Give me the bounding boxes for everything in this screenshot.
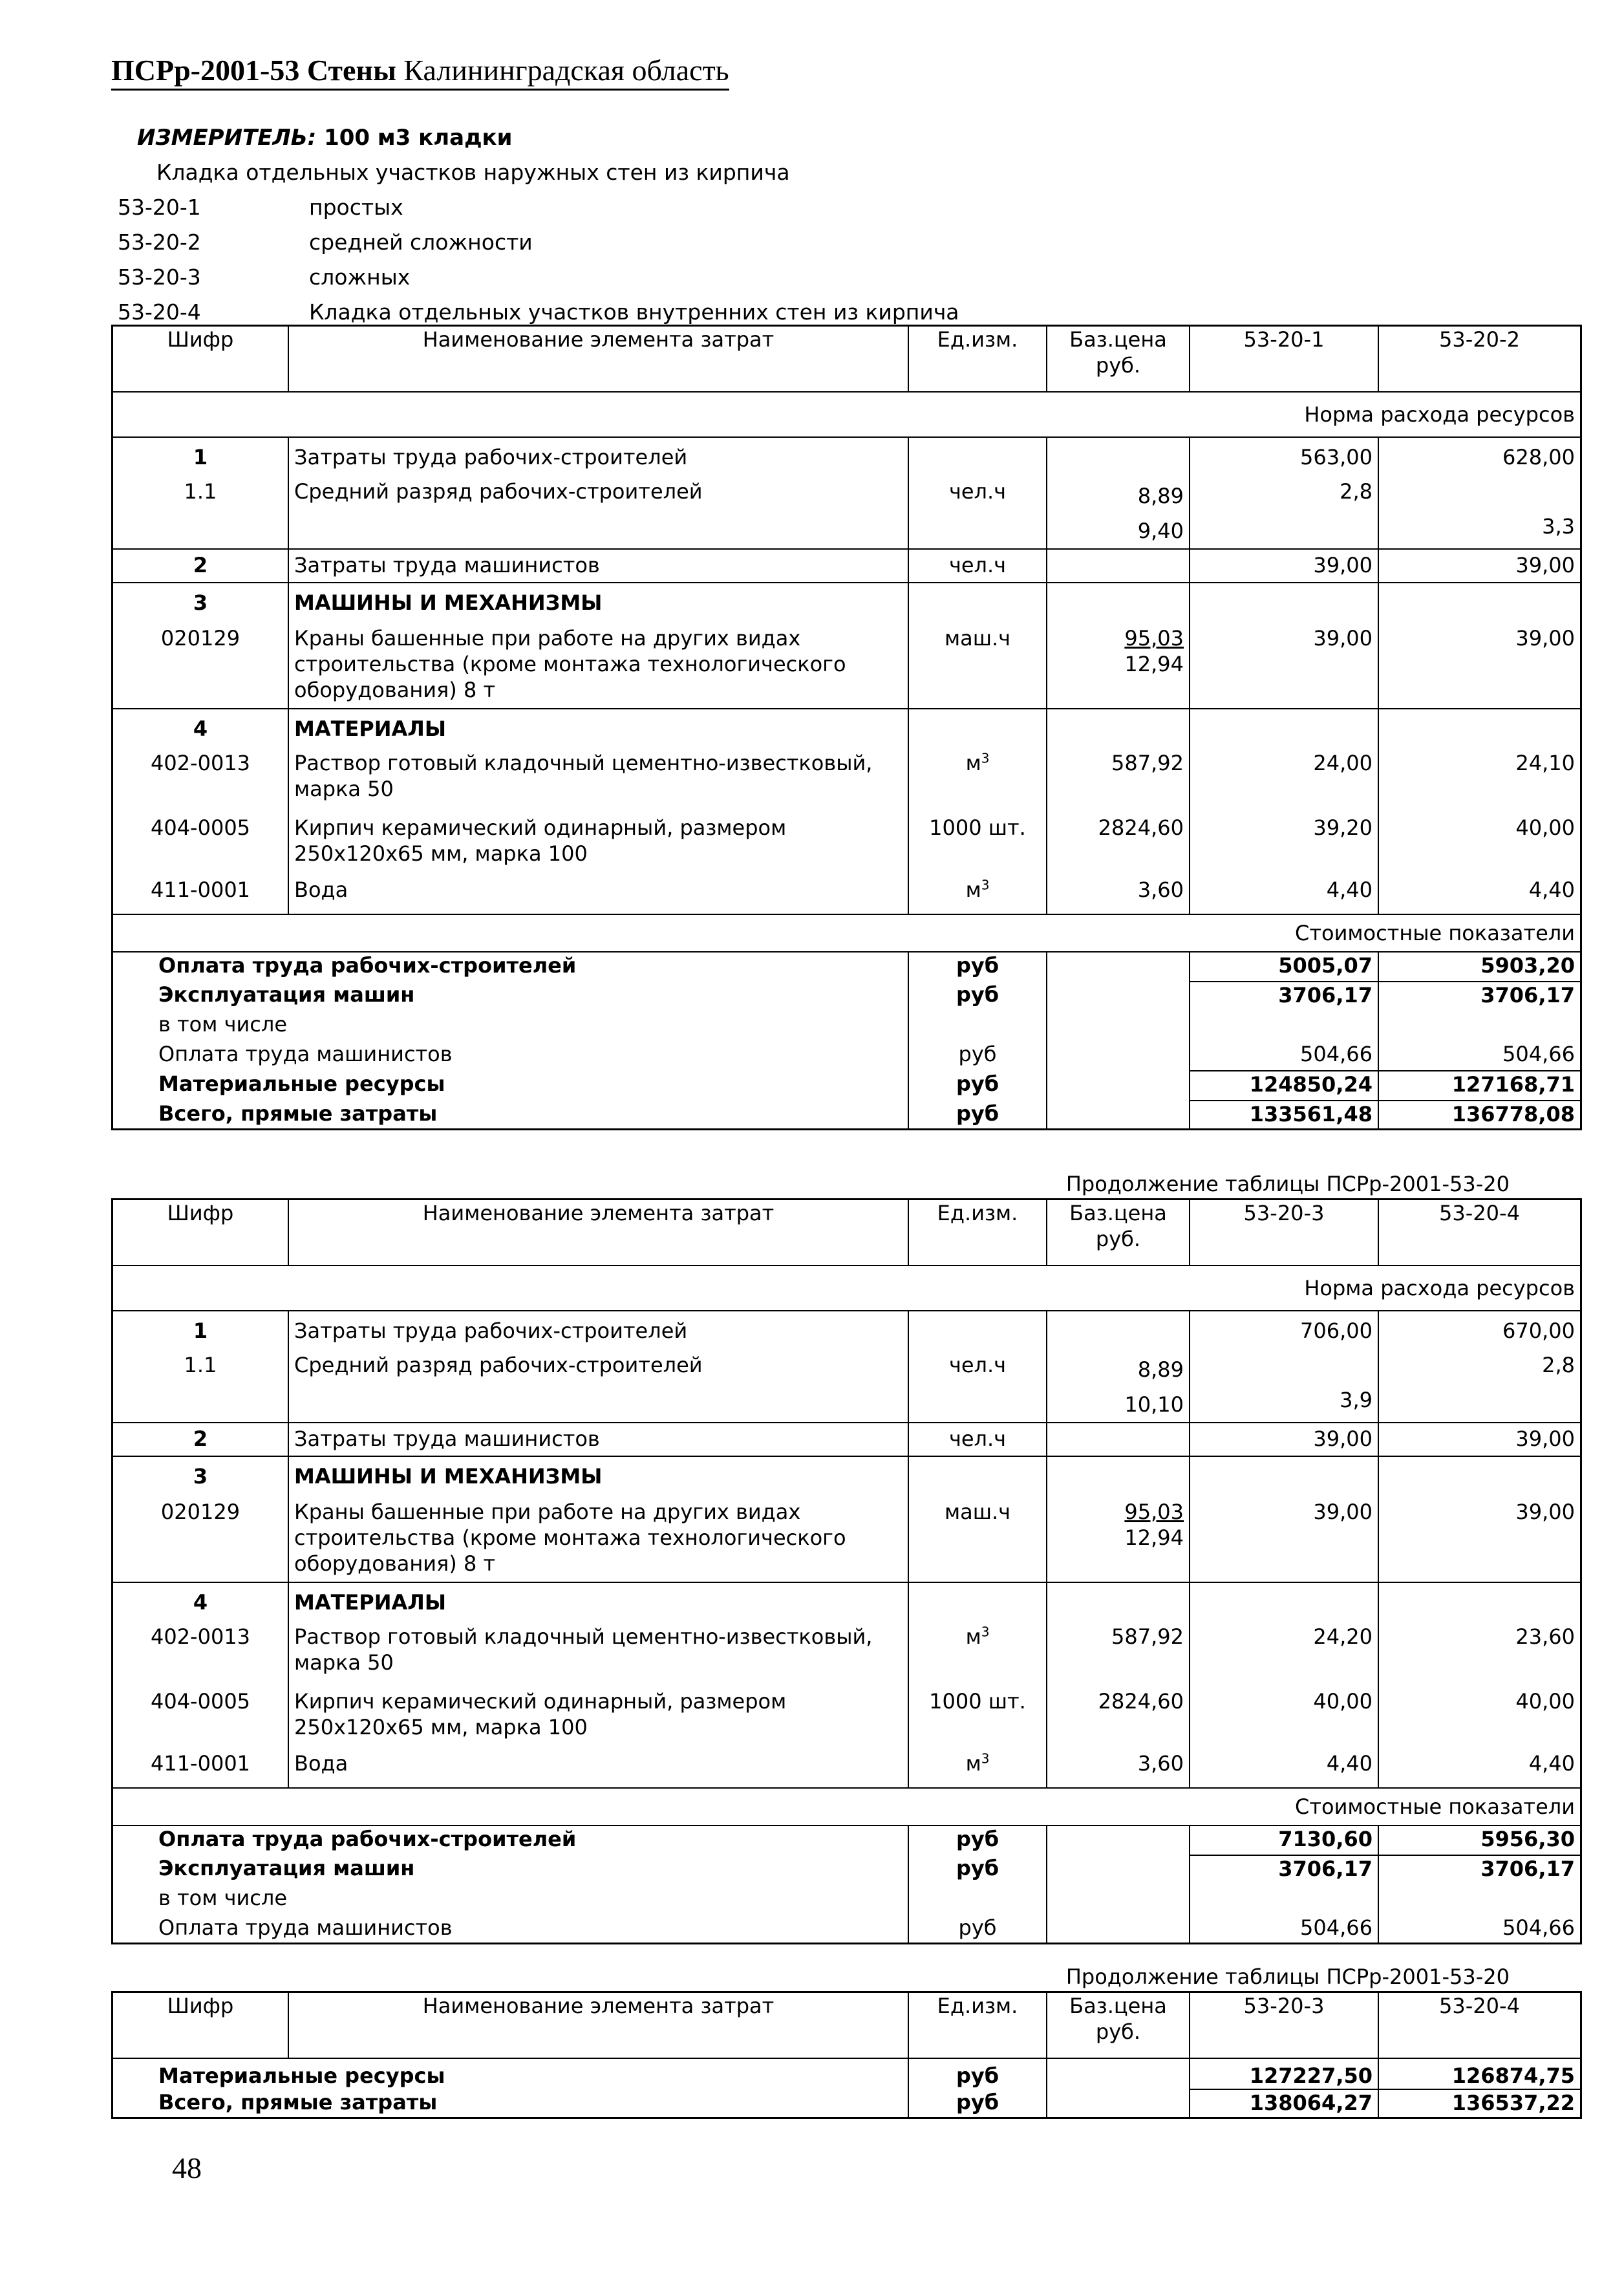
intro-text: простых [309, 195, 403, 220]
row-code: 2 [193, 553, 208, 577]
row-code: 1 [193, 1319, 208, 1343]
value-a [1190, 709, 1378, 746]
unit-text: м [965, 1624, 981, 1649]
measure-value: 100 м3 кладки [324, 125, 513, 151]
col-header-unit: Ед.изм. [908, 1200, 1047, 1266]
measure-line [118, 120, 959, 155]
price-b: 9,40 [1137, 519, 1184, 543]
total-price [1047, 1011, 1190, 1041]
value-b: 3706,17 [1378, 1855, 1581, 1885]
row-price [1047, 437, 1190, 475]
value-a: 504,66 [1190, 1041, 1378, 1071]
price-c: 10,10 [1124, 1392, 1184, 1417]
value-a: 4,40 [1190, 874, 1378, 914]
value-b [1378, 1885, 1581, 1915]
row-price [1047, 1311, 1190, 1348]
total-row [112, 1071, 1581, 1101]
total-price [1047, 952, 1190, 982]
value-b: 4,40 [1378, 874, 1581, 914]
row-unit: чел.ч [908, 1348, 1047, 1423]
total-label: Оплата труда рабочих-строителей [158, 1827, 577, 1851]
value-a: 24,20 [1190, 1620, 1378, 1685]
price-unit: руб. [1095, 1227, 1141, 1251]
intro-item [118, 260, 959, 295]
continuation-label: Продолжение таблицы ПСРр-2001-53-20 [1065, 1172, 1510, 1196]
value-b: 39,00 [1378, 1495, 1581, 1582]
row-unit [908, 1456, 1047, 1495]
intro-item [118, 225, 959, 260]
total-unit: руб [908, 2058, 1047, 2089]
header-title: ПСРр-2001-53 Стены [111, 54, 396, 87]
row-unit [908, 583, 1047, 621]
row-price: 587,92 [1047, 1620, 1190, 1685]
cost-table-2 [111, 1198, 1582, 1944]
value-b: 504,66 [1378, 1041, 1581, 1071]
value-b [1378, 1456, 1581, 1495]
total-unit: руб [908, 1071, 1047, 1101]
value-b: 2,8 [1378, 1348, 1581, 1423]
value-a: 7130,60 [1190, 1825, 1378, 1855]
total-unit: руб [908, 982, 1047, 1011]
col-header-b: 53-20-4 [1378, 1200, 1581, 1266]
row-unit [908, 746, 1047, 811]
table-row [112, 621, 1581, 709]
value-a: 5005,07 [1190, 952, 1378, 982]
col-header-price [1047, 326, 1190, 393]
unit-text: м [965, 751, 981, 775]
row-name: Затраты труда рабочих-строителей [288, 1311, 908, 1348]
value-a: 706,00 [1190, 1311, 1378, 1348]
total-price [1047, 2089, 1190, 2118]
unit-sup: 3 [981, 750, 990, 766]
value-b: 39,00 [1378, 1423, 1581, 1456]
total-row [112, 1011, 1581, 1041]
value-a: 127227,50 [1190, 2058, 1378, 2089]
value-b: 628,00 [1378, 437, 1581, 475]
row-name: Затраты труда машинистов [288, 549, 908, 583]
row-code: 411-0001 [150, 1751, 251, 1776]
cost-table-3 [111, 1991, 1582, 2119]
total-row [112, 1825, 1581, 1855]
total-row [112, 2058, 1581, 2089]
value-b: 5903,20 [1378, 952, 1581, 982]
total-label: Всего, прямые затраты [158, 1101, 438, 1126]
row-code: 402-0013 [150, 1624, 251, 1649]
total-price [1047, 982, 1190, 1011]
value-b [1378, 1582, 1581, 1620]
section-norms: Норма расхода ресурсов [1304, 402, 1575, 427]
row-price [1047, 1495, 1190, 1582]
total-label: Материальные ресурсы [158, 1071, 445, 1096]
value-a [1190, 1885, 1378, 1915]
row-unit: чел.ч [908, 549, 1047, 583]
unit-sup: 3 [981, 877, 990, 893]
total-row [112, 2089, 1581, 2118]
intro-description: Кладка отдельных участков наружных стен из кирпича [156, 160, 790, 185]
page-number: 48 [172, 2151, 202, 2184]
total-label: Оплата труда машинистов [158, 1042, 453, 1066]
row-unit [908, 1311, 1047, 1348]
price-unit: руб. [1095, 353, 1141, 378]
table-row [112, 583, 1581, 621]
value-a: 563,00 [1190, 437, 1378, 475]
value-a: 3706,17 [1190, 1855, 1378, 1885]
row-code: 1.1 [184, 1353, 217, 1377]
total-label: Эксплуатация машин [158, 982, 415, 1007]
total-label: в том числе [158, 1012, 287, 1037]
col-header-a: 53-20-3 [1190, 1992, 1378, 2059]
total-row [112, 982, 1581, 1011]
total-label: Всего, прямые затраты [158, 2090, 438, 2115]
value-b: 670,00 [1378, 1311, 1581, 1348]
table-row [112, 1423, 1581, 1456]
row-price [1047, 1348, 1190, 1423]
col-header-price [1047, 1992, 1190, 2059]
section-row [112, 914, 1581, 952]
value-a: 2,8 [1190, 475, 1378, 549]
value-a [1190, 1456, 1378, 1495]
total-unit: руб [908, 1101, 1047, 1129]
row-code: 404-0005 [150, 815, 251, 840]
table-row [112, 1348, 1581, 1423]
intro-code: 53-20-4 [118, 299, 201, 325]
value-b [1378, 583, 1581, 621]
table-row [112, 709, 1581, 746]
row-unit [908, 1748, 1047, 1788]
row-price: 2824,60 [1047, 811, 1190, 874]
price-a: 8,89 [1137, 1357, 1184, 1382]
value-a [1190, 1011, 1378, 1041]
row-price [1047, 475, 1190, 549]
section-row [112, 1265, 1581, 1311]
value-b: 504,66 [1378, 1915, 1581, 1943]
row-code: 402-0013 [150, 751, 251, 775]
row-price [1047, 709, 1190, 746]
total-price [1047, 2058, 1190, 2089]
total-price [1047, 1915, 1190, 1943]
total-label: Оплата труда рабочих-строителей [158, 953, 577, 978]
table-row [112, 1582, 1581, 1620]
unit-text: м [965, 877, 981, 902]
section-row [112, 392, 1581, 437]
intro-text: Кладка отдельных участков внутренних стен из кирпича [309, 299, 959, 325]
row-price [1047, 1456, 1190, 1495]
table-row [112, 1311, 1581, 1348]
intro-text: средней сложности [309, 230, 533, 255]
value-a: 504,66 [1190, 1915, 1378, 1943]
row-unit: маш.ч [908, 621, 1047, 709]
col-header-price [1047, 1200, 1190, 1266]
row-unit: маш.ч [908, 1495, 1047, 1582]
table-header-row [112, 326, 1581, 393]
total-row [112, 1101, 1581, 1129]
total-row [112, 1041, 1581, 1071]
col-header-unit: Ед.изм. [908, 326, 1047, 393]
value-a: 39,00 [1190, 1495, 1378, 1582]
value-b: 127168,71 [1378, 1071, 1581, 1101]
measure-label: ИЗМЕРИТЕЛЬ: [137, 125, 317, 151]
row-unit: чел.ч [908, 475, 1047, 549]
total-price [1047, 1855, 1190, 1885]
row-name: Краны башенные при работе на других видах строительства (кроме монтажа технологического оборудования) 8 т [288, 621, 908, 709]
total-unit: руб [908, 1855, 1047, 1885]
intro-block [118, 120, 959, 330]
row-price [1047, 621, 1190, 709]
col-header-a: 53-20-1 [1190, 326, 1378, 393]
cost-table-1 [111, 325, 1582, 1130]
total-price [1047, 1041, 1190, 1071]
row-unit [908, 437, 1047, 475]
total-unit: руб [908, 1915, 1047, 1943]
price-b: 12,94 [1124, 652, 1184, 676]
header-region: Калининградская область [403, 54, 729, 87]
row-price [1047, 1423, 1190, 1456]
price-label: Баз.цена [1069, 1994, 1167, 2018]
row-code: 020129 [160, 1500, 240, 1524]
row-code: 411-0001 [150, 877, 251, 902]
table-row [112, 549, 1581, 583]
row-price: 3,60 [1047, 874, 1190, 914]
row-name: Вода [288, 1748, 908, 1788]
total-unit: руб [908, 1825, 1047, 1855]
col-header-shifr: Шифр [167, 1994, 234, 2018]
total-unit: руб [908, 2089, 1047, 2118]
section-costs: Стоимостные показатели [1295, 921, 1575, 945]
value-b: 3,3 [1378, 475, 1581, 549]
value-a: 3,9 [1190, 1348, 1378, 1423]
value-b: 40,00 [1378, 811, 1581, 874]
row-name: МАТЕРИАЛЫ [288, 709, 908, 746]
section-costs: Стоимостные показатели [1295, 1794, 1575, 1819]
intro-text: сложных [309, 264, 411, 290]
value-b: 136537,22 [1378, 2089, 1581, 2118]
row-price: 587,92 [1047, 746, 1190, 811]
section-row [112, 1788, 1581, 1825]
intro-code: 53-20-3 [118, 264, 201, 290]
col-header-unit: Ед.изм. [908, 1992, 1047, 2059]
price-b: 12,94 [1124, 1525, 1184, 1550]
unit-text: м [965, 1751, 981, 1776]
total-price [1047, 1071, 1190, 1101]
row-code: 1.1 [184, 479, 217, 504]
price-a: 95,03 [1124, 1500, 1184, 1524]
row-unit [908, 1620, 1047, 1685]
total-price [1047, 1825, 1190, 1855]
row-unit [908, 874, 1047, 914]
total-row [112, 1855, 1581, 1885]
total-price [1047, 1885, 1190, 1915]
value-b: 39,00 [1378, 549, 1581, 583]
total-row [112, 1885, 1581, 1915]
value-a [1190, 1582, 1378, 1620]
price-unit: руб. [1095, 2019, 1141, 2044]
intro-item [118, 190, 959, 225]
value-a: 124850,24 [1190, 1071, 1378, 1101]
total-row [112, 1915, 1581, 1943]
table-row [112, 1685, 1581, 1748]
table-row [112, 746, 1581, 811]
row-name: Кирпич керамический одинарный, размером 250х120х65 мм, марка 100 [288, 811, 908, 874]
col-header-b: 53-20-4 [1378, 1992, 1581, 2059]
col-header-b: 53-20-2 [1378, 326, 1581, 393]
row-price: 3,60 [1047, 1748, 1190, 1788]
value-b: 3706,17 [1378, 982, 1581, 1011]
row-unit: 1000 шт. [908, 811, 1047, 874]
total-row [112, 952, 1581, 982]
value-a: 39,20 [1190, 811, 1378, 874]
row-code: 4 [193, 716, 208, 741]
row-code: 2 [193, 1426, 208, 1451]
table-row [112, 1620, 1581, 1685]
row-unit: чел.ч [908, 1423, 1047, 1456]
row-name: Средний разряд рабочих-строителей [288, 475, 908, 549]
row-price: 2824,60 [1047, 1685, 1190, 1748]
value-b: 24,10 [1378, 746, 1581, 811]
table-header-row [112, 1992, 1581, 2059]
value-a: 39,00 [1190, 1423, 1378, 1456]
total-label: Эксплуатация машин [158, 1856, 415, 1880]
value-b: 40,00 [1378, 1685, 1581, 1748]
total-unit: руб [908, 952, 1047, 982]
table-row [112, 811, 1581, 874]
value-b [1378, 709, 1581, 746]
col-header-a: 53-20-3 [1190, 1200, 1378, 1266]
col-header-name: Наименование элемента затрат [288, 1200, 908, 1266]
unit-sup: 3 [981, 1750, 990, 1767]
total-label: Оплата труда машинистов [158, 1915, 453, 1940]
row-name: Раствор готовый кладочный цементно-известковый, марка 50 [288, 746, 908, 811]
row-name: Затраты труда рабочих-строителей [288, 437, 908, 475]
col-header-shifr: Шифр [167, 327, 234, 352]
row-code: 020129 [160, 626, 240, 651]
col-header-name: Наименование элемента затрат [288, 1992, 908, 2059]
table-header-row [112, 1200, 1581, 1266]
value-a [1190, 583, 1378, 621]
row-code: 404-0005 [150, 1689, 251, 1714]
value-a: 4,40 [1190, 1748, 1378, 1788]
total-unit: руб [908, 1041, 1047, 1071]
row-price [1047, 583, 1190, 621]
row-name: МАШИНЫ И МЕХАНИЗМЫ [288, 1456, 908, 1495]
value-b: 126874,75 [1378, 2058, 1581, 2089]
value-b [1378, 1011, 1581, 1041]
total-label: Материальные ресурсы [158, 2063, 445, 2088]
row-name: МАТЕРИАЛЫ [288, 1582, 908, 1620]
value-a: 3706,17 [1190, 982, 1378, 1011]
value-b: 39,00 [1378, 621, 1581, 709]
col-header-shifr: Шифр [167, 1201, 234, 1225]
price-label: Баз.цена [1069, 327, 1167, 352]
table-row [112, 437, 1581, 475]
value-b: 5956,30 [1378, 1825, 1581, 1855]
table-row [112, 1495, 1581, 1582]
row-price [1047, 549, 1190, 583]
row-name: МАШИНЫ И МЕХАНИЗМЫ [288, 583, 908, 621]
row-unit [908, 709, 1047, 746]
row-code: 1 [193, 445, 208, 469]
row-code: 4 [193, 1590, 208, 1615]
row-name: Вода [288, 874, 908, 914]
row-name: Раствор готовый кладочный цементно-известковый, марка 50 [288, 1620, 908, 1685]
value-b: 136778,08 [1378, 1101, 1581, 1129]
value-a: 138064,27 [1190, 2089, 1378, 2118]
row-code: 3 [193, 590, 208, 615]
row-unit: 1000 шт. [908, 1685, 1047, 1748]
table-row [112, 1456, 1581, 1495]
table-row [112, 1748, 1581, 1788]
intro-code: 53-20-2 [118, 230, 201, 255]
row-name: Средний разряд рабочих-строителей [288, 1348, 908, 1423]
continuation-label: Продолжение таблицы ПСРр-2001-53-20 [1065, 1964, 1510, 1989]
price-a: 95,03 [1124, 626, 1184, 651]
unit-sup: 3 [981, 1624, 990, 1640]
table-row [112, 874, 1581, 914]
value-a: 39,00 [1190, 549, 1378, 583]
intro-code: 53-20-1 [118, 195, 201, 220]
row-unit [908, 1582, 1047, 1620]
row-name: Краны башенные при работе на других видах строительства (кроме монтажа технологического оборудования) 8 т [288, 1495, 908, 1582]
page-header [111, 53, 729, 91]
row-price [1047, 1582, 1190, 1620]
value-b: 23,60 [1378, 1620, 1581, 1685]
row-name: Кирпич керамический одинарный, размером 250х120х65 мм, марка 100 [288, 1685, 908, 1748]
total-unit [908, 1885, 1047, 1915]
row-name: Затраты труда машинистов [288, 1423, 908, 1456]
total-price [1047, 1101, 1190, 1129]
price-a: 8,89 [1137, 484, 1184, 508]
total-unit [908, 1011, 1047, 1041]
total-label: в том числе [158, 1886, 287, 1910]
value-b: 4,40 [1378, 1748, 1581, 1788]
table-row [112, 475, 1581, 549]
price-label: Баз.цена [1069, 1201, 1167, 1225]
value-a: 24,00 [1190, 746, 1378, 811]
row-code: 3 [193, 1464, 208, 1489]
col-header-name: Наименование элемента затрат [288, 326, 908, 393]
section-norms: Норма расхода ресурсов [1304, 1276, 1575, 1300]
value-a: 40,00 [1190, 1685, 1378, 1748]
value-a: 39,00 [1190, 621, 1378, 709]
value-a: 133561,48 [1190, 1101, 1378, 1129]
